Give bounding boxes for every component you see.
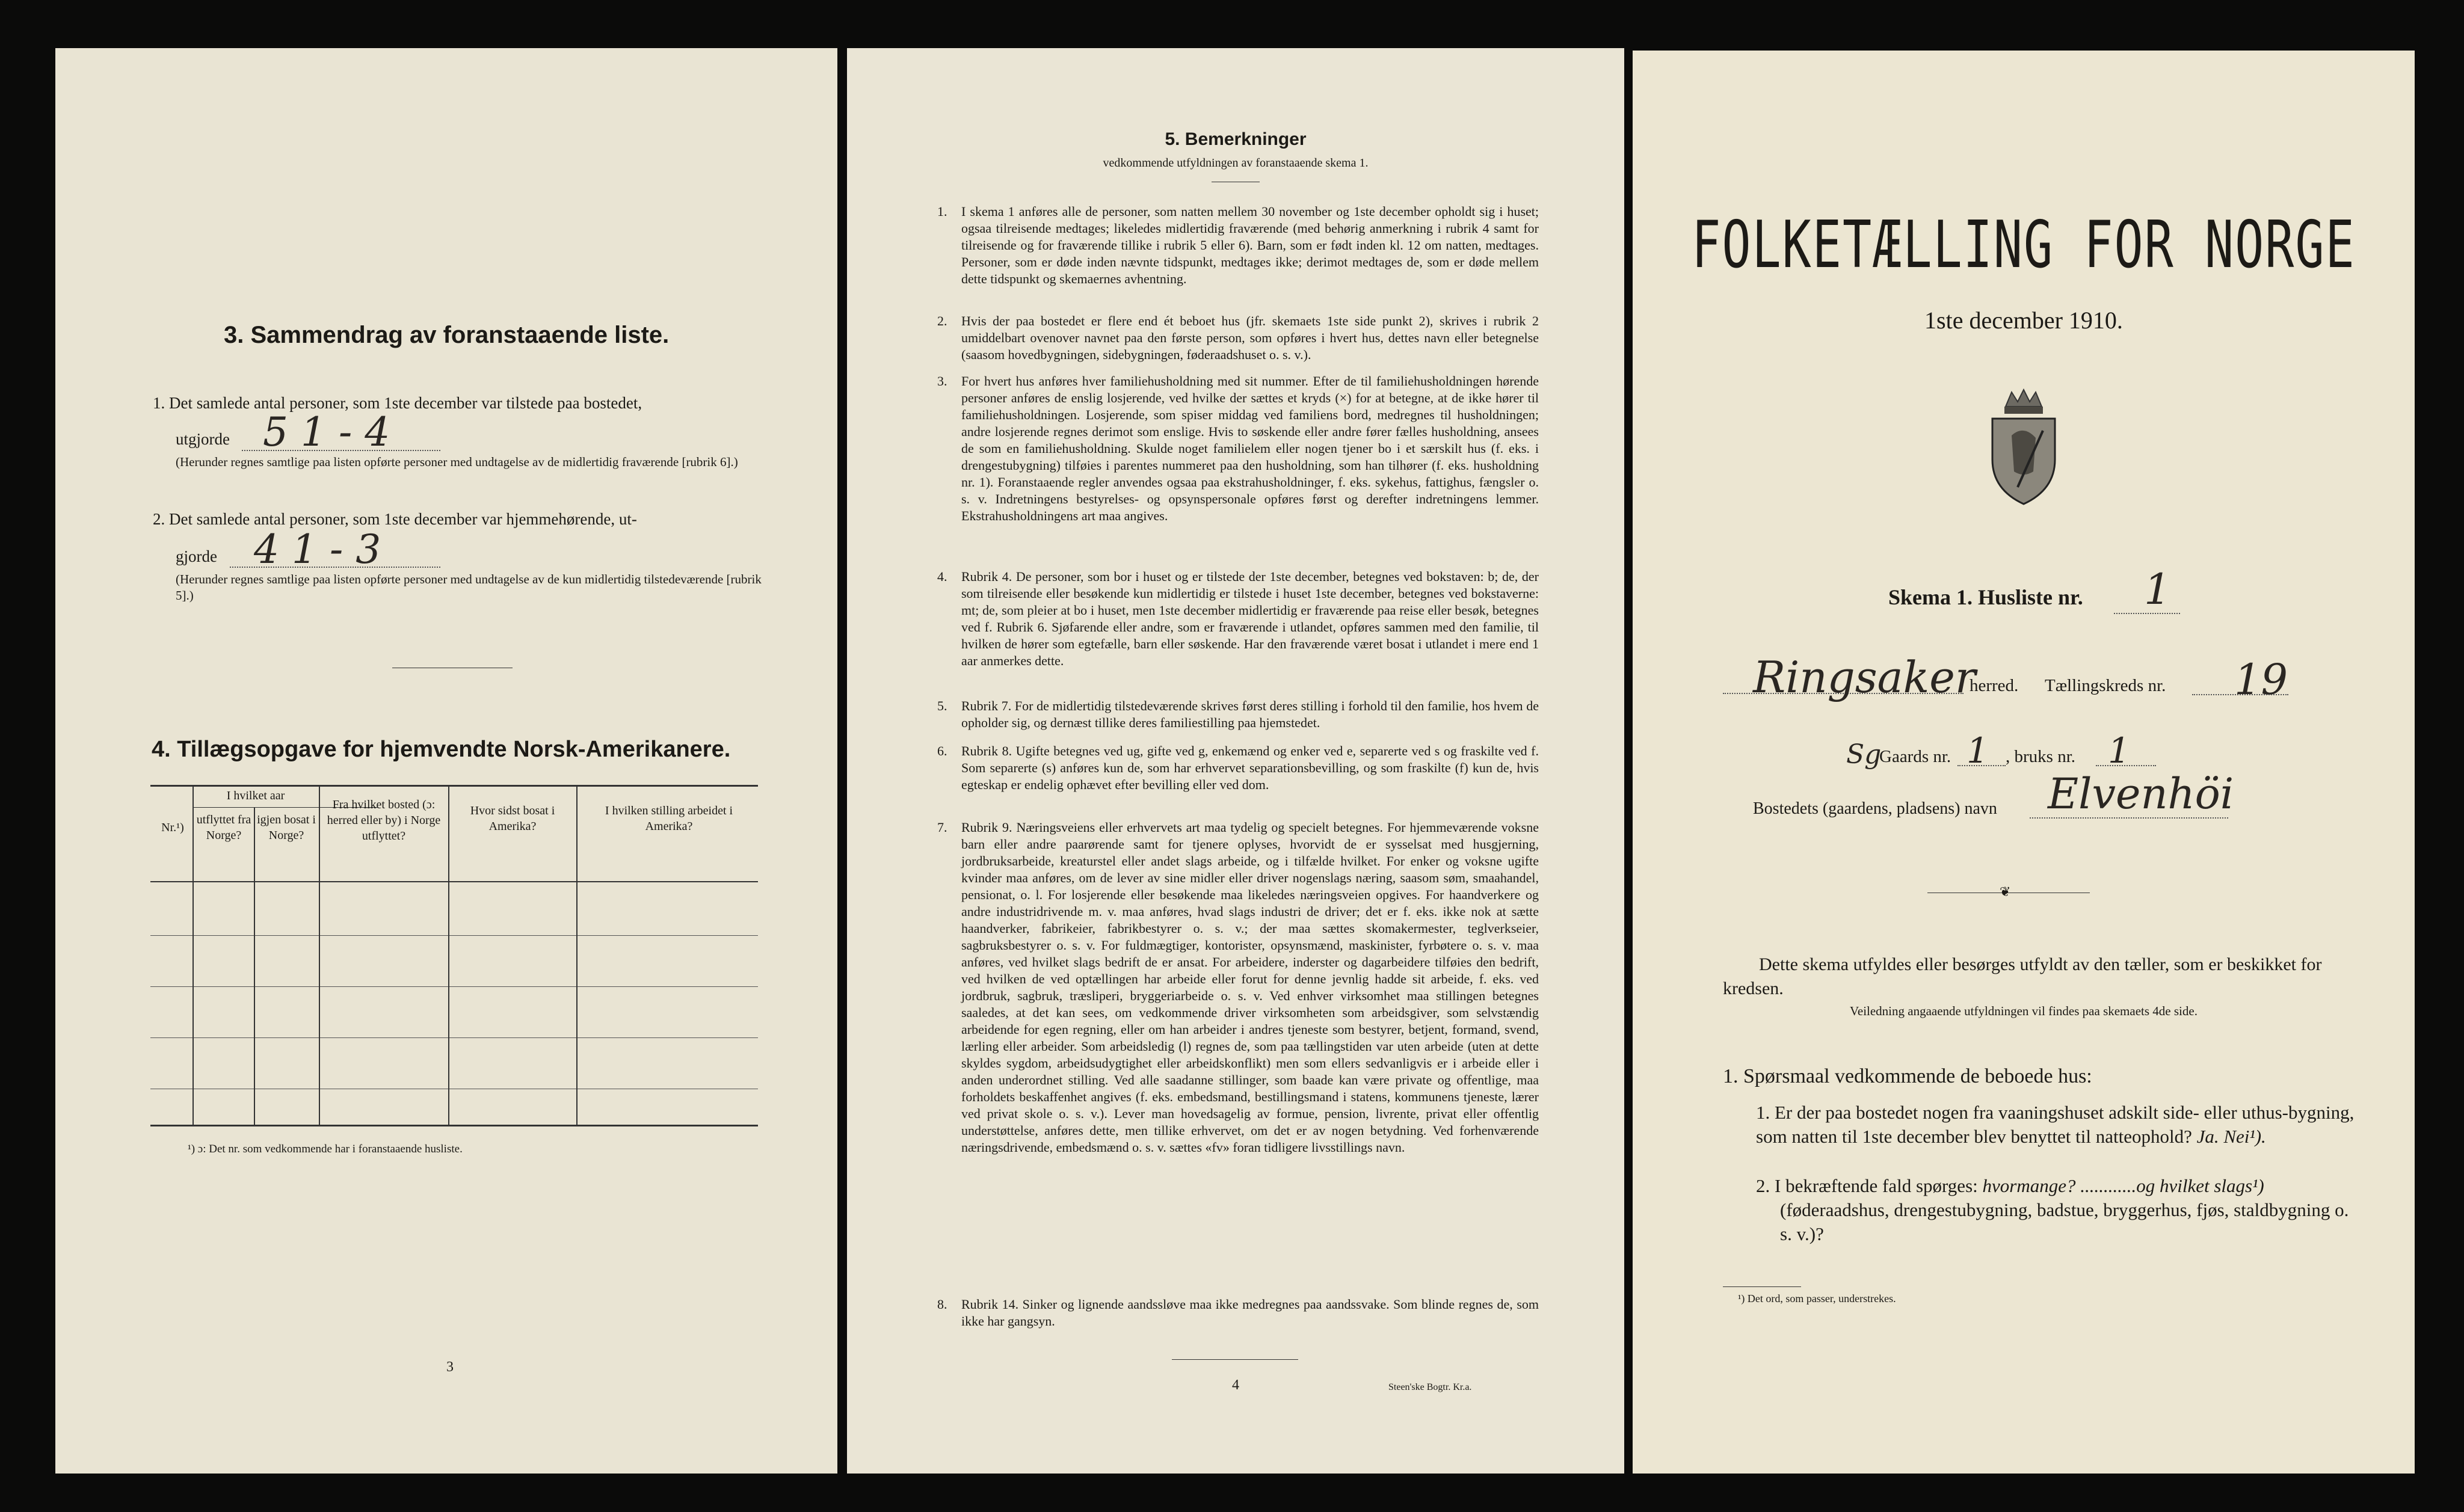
col-from: Fra hvilket bosted (ɔ: herred eller by) i Norge utflyttet?: [327, 798, 441, 843]
question-1: 1. Er der paa bostedet nogen fra vaaningshuset adskilt side- eller uthus-bygning, som natten til 1ste december blev benyttet til natteophold? Ja. Nei¹).: [1756, 1102, 2355, 1147]
middle-page: [847, 48, 1624, 1474]
herred-value: Ringsaker: [1753, 652, 1976, 702]
left-page: [55, 48, 837, 1474]
note-item-2: 2. Hvis der paa bostedet er flere end ét beboet hus (jfr. skemaets 1ste side punkt 2), skrives i rubrik 2 umiddelbart ovenover navnet paa den første person, som opføres i hvert hus, dettes navn eller betegnelse (saasom hovedbygningen, sidebygningen, føderaadshuset o. s. v.).: [937, 313, 1539, 362]
page-number-4: 4: [1232, 1377, 1239, 1393]
bosted-value: Elvenhöi: [2048, 769, 2234, 819]
page-number-3: 3: [446, 1359, 454, 1375]
skema-label: Skema 1. Husliste nr.: [1888, 585, 2083, 609]
col-where: Hvor sidst bosat i Amerika?: [470, 804, 555, 833]
col-nr: Nr.¹): [161, 821, 184, 834]
intro-text: Dette skema utfyldes eller besørges utfyldt av den tæller, som er beskikket for kredsen.: [1723, 954, 2322, 998]
gaards-prefix: Sg: [1846, 739, 1882, 770]
section3-title: 3. Sammendrag av foranstaaende liste.: [224, 322, 670, 348]
census-date: 1ste december 1910.: [1924, 307, 2123, 334]
kreds-label: Tællingskreds nr.: [2045, 676, 2166, 695]
questions-heading: 1. Spørsmaal vedkommende de beboede hus:: [1723, 1065, 2092, 1087]
bemerkninger-subtitle: vedkommende utfyldningen av foranstaaende skema 1.: [1103, 156, 1369, 170]
note-item-1: 1. I skema 1 anføres alle de personer, som natten mellem 30 november og 1ste december opholdt sig i huset; ogsaa tilreisende medtages; likeledes midlertidig fraværende (med behørig anmerkning i rubrik 4 samt for tilreisende og for fraværende tillike i rubrik 5 eller 6). Barn, som er født inden kl. 12 om natten, medtages. Personer, som er døde inden nævnte tidspunkt, medtages ikke; derimot medtages de, som er døde mellem dette tidspunkt og skemaernes avhentning.: [937, 204, 1539, 286]
question-2: 2. I bekræftende fald spørges: hvormange? ............og hvilket slags¹) (føderaadshus, drengestubygning, badstue, bryggerhus, fjøs, staldbygning o. s. v.)?: [1756, 1175, 2349, 1244]
item1-note: (Herunder regnes samtlige paa listen opførte personer med undtagelse av de midlertidig fraværende [rubrik 6].): [176, 455, 738, 469]
husliste-nr: 1: [2144, 565, 2171, 614]
col-emigrated: utflyttet fra Norge?: [196, 813, 251, 842]
col-position: I hvilken stilling arbeidet i Amerika?: [605, 804, 733, 833]
note-item-5: 5. Rubrik 7. For de midlertidig tilstedeværende skrives først deres stilling i forhold til den familie, hos hvem de opholder sig, og dernæst tillike deres familiestilling paa hjemstedet.: [937, 698, 1539, 730]
note-item-8: 8. Rubrik 14. Sinker og lignende aandssløve maa ikke medregnes paa aandssvake. Som blinde regnes de, som ikke har gangsyn.: [937, 1297, 1539, 1329]
right-footnote: ¹) Det ord, som passer, understrekes.: [1738, 1292, 1896, 1305]
item2-label: gjorde: [176, 547, 217, 565]
note-item-6: 6. Rubrik 8. Ugifte betegnes ved ug, gifte ved g, enkemænd og enker ved e, separerte ved s og fraskilte ved f. Som separerte (s) anføres kun de, som har erhvervet separationsbevilling, og som fraskilte (f) kun de, hvis egteskap er endelig ophævet efter bevilling eller ved dom.: [937, 743, 1539, 792]
divider-ornament: ❦: [2000, 884, 2011, 899]
item2-text: 2. Det samlede antal personer, som 1ste december var hjemmehørende, ut-: [153, 510, 637, 528]
section4-footnote: ¹) ɔ: Det nr. som vedkommende har i foranstaaende husliste.: [188, 1143, 463, 1155]
right-page: [1633, 51, 2415, 1474]
item2-value: 4 1 - 3: [254, 526, 381, 573]
col-year-group: I hvilket aar: [226, 789, 285, 802]
gaards-value: 1: [1967, 730, 1989, 771]
bosted-label: Bostedets (gaardens, pladsens) navn: [1753, 799, 1997, 818]
item2-note: (Herunder regnes samtlige paa listen opførte personer med undtagelse av de kun midlertidig tilstedeværende [rubrik 5].): [176, 572, 762, 603]
herred-label: herred.: [1970, 676, 2019, 695]
printer-mark: Steen'ske Bogtr. Kr.a.: [1388, 1382, 1472, 1392]
kreds-value: 19: [2234, 655, 2288, 704]
gaards-label: Gaards nr.: [1879, 747, 1951, 766]
question-1-answer: Ja. Nei¹).: [2196, 1126, 2266, 1147]
item1-text: 1. Det samlede antal personer, som 1ste december var tilstede paa bostedet,: [153, 394, 642, 412]
note-item-4: 4. Rubrik 4. De personer, som bor i huset og er tilstede der 1ste december, betegnes ved bokstaven: b; de, der som tilreisende eller besøkende kun midlertidig er tilstede i huset 1ste december, betegnes ved bokstaverne: mt; de, som pleier at bo i huset, men 1ste december midlertidig er fraværende paa reise eller besøk, betegnes ved f. Rubrik 6. Sjøfarende eller andre, som er fraværende i utlandet, opføres sammen med den familie, til hvilken de hører som egtefælle, barn eller søskende. Har den fraværende været bosat i utlandet i mere end 1 aar anmerkes dette.: [937, 569, 1539, 668]
section4-title: 4. Tillægsopgave for hjemvendte Norsk-Amerikanere.: [152, 737, 731, 762]
bemerkninger-title: 5. Bemerkninger: [1165, 129, 1307, 149]
census-title: FOLKETÆLLING FOR NORGE: [1692, 207, 2356, 283]
item1-value: 5 1 - 4: [263, 409, 390, 455]
note-item-3: 3. For hvert hus anføres hver familiehusholdning med sit nummer. Efter de til familiehusholdningen hørende personer anføres de enslig losjerende, ved hvilke der sættes et kryds (×) for at betegne, at de ikke hører til familiehusholdningen. Losjerende, som spiser middag ved familiens bord, medregnes til husholdningen; andre losjerende regnes derimot som enslige. Hvis to søskende eller andre fører fælles husholdning, ansees de som en familiehusholdning. Skulde noget familielem eller nogen tjener bo i et særskilt hus (f. eks. i drengestubygning) tilføies i parentes nummeret paa den husholdning, som han tilhører (f. eks. husholdning nr. 1). Foranstaaende regler anvendes ogsaa paa ekstrahusholdninger, f. eks. sykehus, fattighus, fængsler o. s. v. Indretningens bestyrelses- og opsynspersonale opføres først og derefter indretningens lemmer. Ekstrahusholdningens art maa angives.: [937, 373, 1539, 523]
bruks-value: 1: [2108, 730, 2130, 771]
col-returned: igjen bosat i Norge?: [257, 813, 316, 842]
norway-coat-of-arms: [1976, 387, 2072, 508]
bruks-label: , bruks nr.: [2006, 747, 2075, 766]
note-item-7: 7. Rubrik 9. Næringsveiens eller erhvervets art maa tydelig og specielt betegnes. For hjemmeværende voksne barn eller andre paarørende samt for tjenere oplyses, hvorvidt de er sysselsat med husgjerning, jordbruksarbeide, kreaturstel eller andet slags arbeide, og i tilfælde hvilket. For enker og voksne ugifte kvinder maa anføres, om de lever av sine midler eller driver nogenslags næring, saasom søm, smaahandel, pensionat, o. l. For losjerende eller besøkende maa likeledes næringsveien opgives. For haandverkere og andre industridrivende m. v. maa anføres, hvad slags industri de driver; det er f. eks. ikke nok at sætte haandverker, fabrikeier, fabrikbestyrer o. s. v.; der maa sættes skomakermester, teglverkseier, sagbruksbestyrer o. s. v. For fuldmægtiger, kontorister, opsynsmænd, maskinister, fyrbøtere o. s. v. maa anføres, ved hvilket slags bedrift de er ansat. For arbeidere, inderster og dagarbeidere tilføies den bedrift, ved hvilken de ved optællingen har arbeide eller forut for denne jevnlig hadde sit arbeide, f. eks. ved jordbruk, sagbruk, træsliperi, bryggeriarbeide o. s. v. Ved enhver virksomhet maa stillingen betegnes saaledes, at det kan sees, om vedkommende driver virksomheten som arbeidsgiver, som selvstændig arbeidende for egen regning, eller om han arbeider i andres tjeneste som bestyrer, betjent, formand, svend, lærling eller arbeider. Som arbeidsledig (l) regnes de, som paa tællingstiden var uten arbeide (uten at dette skyldes sygdom, arbeidsudygtighet eller arbeidskonflikt) men som ellers sedvanligvis er i arbeide eller i anden underordnet stilling. Ved alle saadanne stillinger, som baade kan være private og offentlige, maa forholdets beskaffenhet angives (f. eks. embedsmand, bestillingsmand i statens, kommunens tjeneste, lærer ved privat skole o. s. v.). Lever man hovedsagelig av formue, pension, livrente, privat eller offentlig understøttelse, anføres dette, men tillike erhvervet, om det er av nogen betydning. Ved forhenværende næringsdrivende, embedsmænd o. s. v. sættes «fv» foran tidligere livsstillings navn.: [937, 820, 1539, 1155]
item1-label: utgjorde: [176, 430, 230, 448]
intro-note: Veiledning angaaende utfyldningen vil findes paa skemaets 4de side.: [1850, 1004, 2198, 1018]
